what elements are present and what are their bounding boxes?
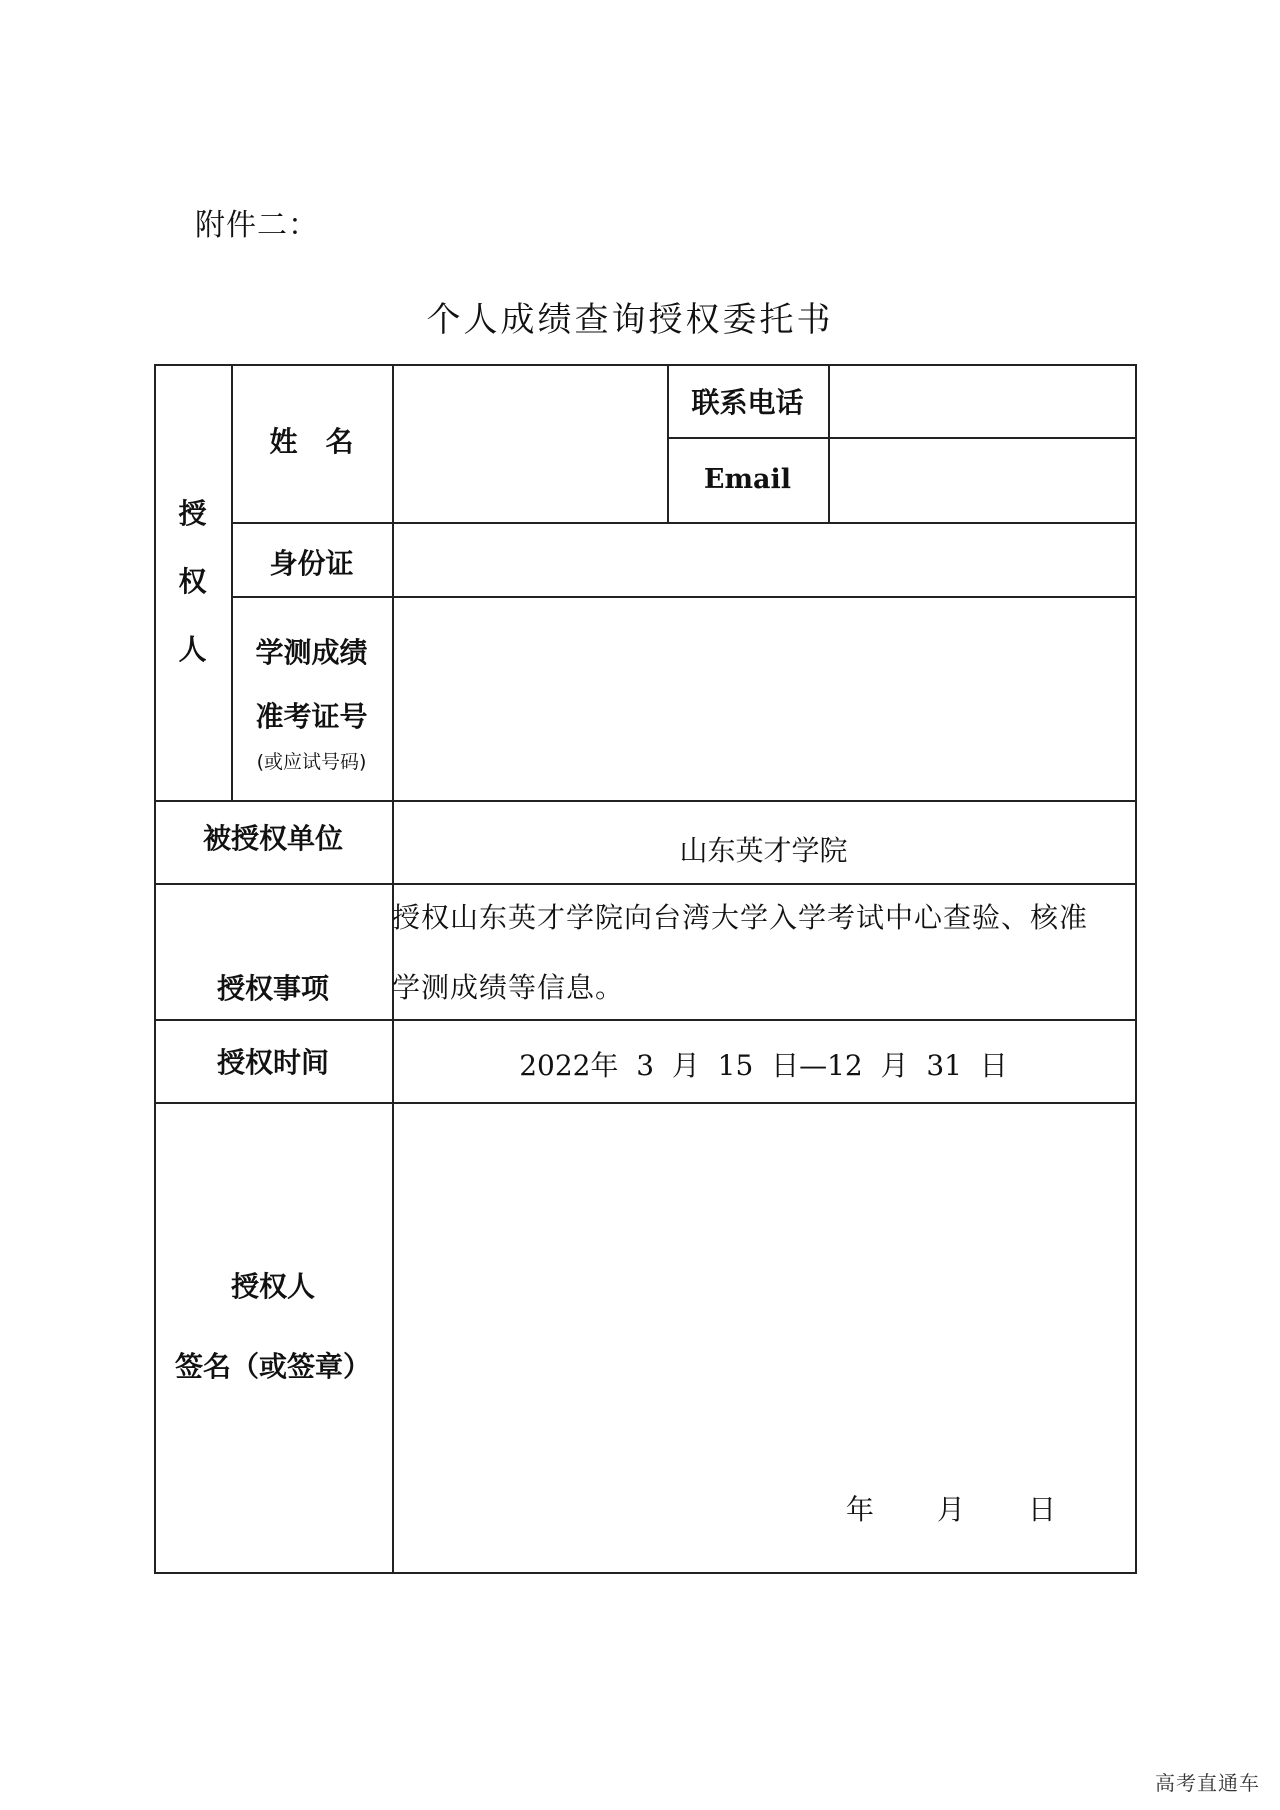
signature-label-line1: 授权人 [230, 1270, 315, 1303]
signature-label [154, 1102, 392, 1572]
time-value: 2022年 3 月 15 日—12 月 31 日 [519, 1048, 1008, 1082]
exam-label-line2: 准考证号 [255, 700, 368, 733]
matter-label: 授权事项 [216, 972, 329, 1005]
authorizer-char-3: 人 [178, 633, 207, 666]
document-title: 个人成绩查询授权委托书 [426, 300, 834, 340]
time-label: 授权时间 [216, 1045, 329, 1079]
email-field[interactable] [828, 437, 1135, 522]
date-day: 日 [1027, 1493, 1056, 1526]
authorizer-group-label [154, 364, 231, 800]
name-label: 姓 名 [269, 425, 354, 458]
date-month: 月 [936, 1493, 965, 1526]
exam-number-label [231, 596, 392, 800]
table-border-bottom [154, 1572, 1137, 1574]
name-field[interactable] [392, 364, 667, 522]
signature-date [846, 1488, 1056, 1528]
id-label: 身份证 [269, 547, 354, 580]
email-label: Email [703, 464, 792, 495]
exam-number-field[interactable] [392, 596, 1135, 800]
signature-label-line2: 签名（或签章） [174, 1350, 371, 1383]
table-border-right [1135, 364, 1137, 1574]
authorizer-char-2: 权 [178, 565, 207, 598]
phone-label: 联系电话 [691, 385, 804, 419]
authorizer-char-1: 授 [178, 497, 207, 530]
matter-value: 授权山东英才学院向台湾大学入学考试中心查验、核准学测成绩等信息。 [392, 901, 1089, 1004]
date-year: 年 [846, 1493, 875, 1526]
id-field[interactable] [392, 522, 1135, 596]
phone-field[interactable] [828, 364, 1135, 437]
exam-label-note: (或应试号码) [256, 751, 367, 773]
exam-label-line1: 学测成绩 [255, 636, 368, 669]
authorized-unit-label: 被授权单位 [202, 821, 343, 855]
attachment-label: 附件二： [195, 208, 319, 243]
authorized-unit-value: 山东英才学院 [679, 833, 848, 867]
watermark-text: 高考直通车 [1155, 1771, 1260, 1795]
